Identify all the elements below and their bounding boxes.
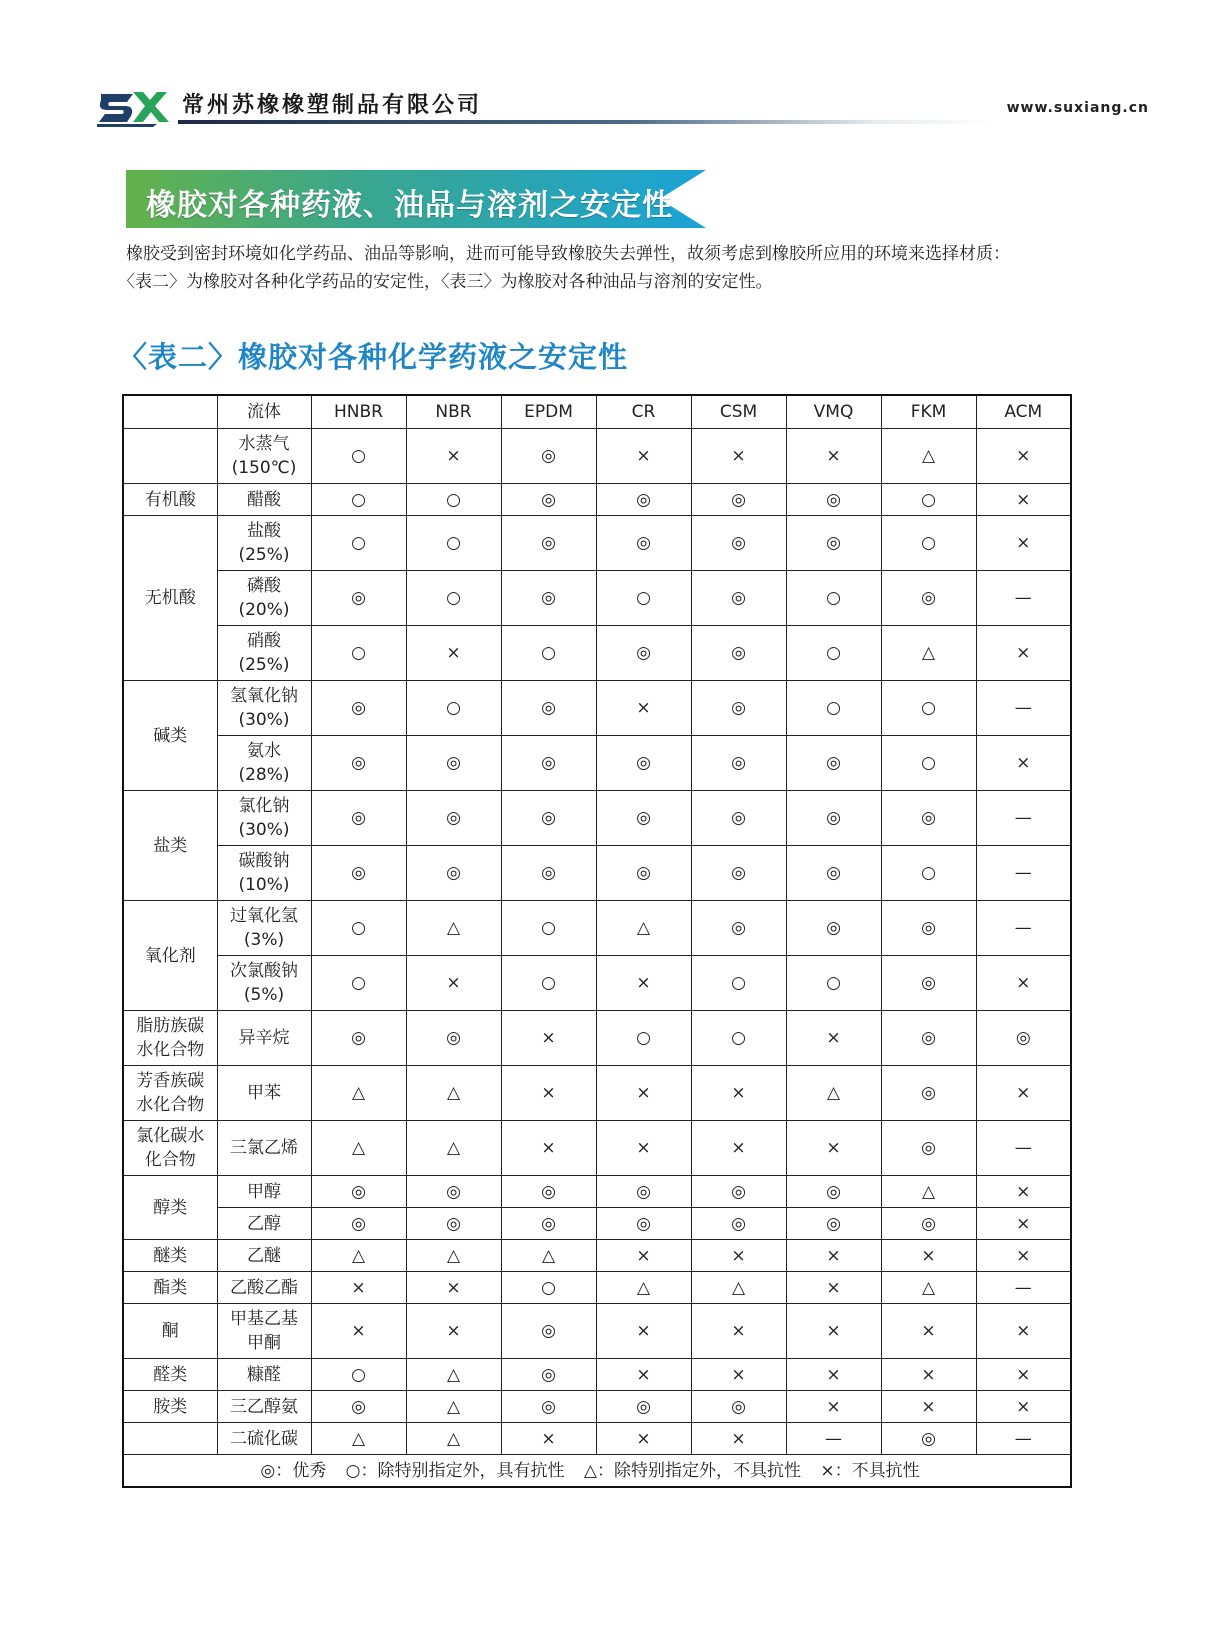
fluid-cell: 氢氧化钠 (30%)	[217, 681, 311, 736]
header-hnbr: HNBR	[311, 395, 406, 429]
rating-cell: ×	[596, 681, 691, 736]
rating-cell: ◎	[881, 571, 976, 626]
rating-cell: ×	[691, 1121, 786, 1176]
category-cell: 氧化剂	[123, 901, 217, 1011]
rating-cell: △	[501, 1240, 596, 1272]
rating-cell: ×	[786, 1391, 881, 1423]
rating-cell: △	[881, 1272, 976, 1304]
fluid-cell: 乙醇	[217, 1208, 311, 1240]
rating-cell: ○	[311, 1359, 406, 1391]
category-cell: 碱类	[123, 681, 217, 791]
rating-cell: ○	[786, 956, 881, 1011]
fluid-cell: 甲基乙基 甲酮	[217, 1304, 311, 1359]
category-cell: 氯化碳水 化合物	[123, 1121, 217, 1176]
rating-cell: △	[406, 901, 501, 956]
rating-cell: ×	[976, 1066, 1071, 1121]
rating-cell: ◎	[786, 791, 881, 846]
rating-cell: ×	[501, 1423, 596, 1455]
fluid-cell: 糠醛	[217, 1359, 311, 1391]
company-name: 常州苏橡橡塑制品有限公司	[182, 92, 483, 118]
table-row	[123, 956, 1071, 1011]
category-cell: 醛类	[123, 1359, 217, 1391]
table-row	[123, 516, 1071, 571]
rating-cell: ○	[501, 901, 596, 956]
table-row	[123, 1272, 1071, 1304]
rating-cell: ◎	[881, 791, 976, 846]
rating-cell: ◎	[311, 1208, 406, 1240]
rating-cell: ◎	[786, 1208, 881, 1240]
legend-excellent: ◎：优秀	[260, 1460, 327, 1481]
rating-cell: ×	[406, 1304, 501, 1359]
rating-cell: △	[786, 1066, 881, 1121]
rating-cell: ×	[786, 429, 881, 484]
fluid-cell: 二硫化碳	[217, 1423, 311, 1455]
website-url[interactable]: www.suxiang.cn	[1006, 100, 1149, 116]
rating-cell: ×	[976, 1240, 1071, 1272]
rating-cell: ◎	[691, 901, 786, 956]
rating-cell: ◎	[406, 1011, 501, 1066]
rating-cell: ◎	[881, 1208, 976, 1240]
table-row	[123, 484, 1071, 516]
rating-cell: ◎	[311, 571, 406, 626]
rating-cell: ○	[501, 956, 596, 1011]
rating-cell: ◎	[691, 791, 786, 846]
rating-cell: ×	[881, 1359, 976, 1391]
fluid-cell: 盐酸 (25%)	[217, 516, 311, 571]
chemical-stability-table	[122, 394, 1072, 1488]
fluid-cell: 三氯乙烯	[217, 1121, 311, 1176]
rating-cell: ◎	[596, 1176, 691, 1208]
rating-cell: ◎	[786, 846, 881, 901]
rating-cell: ×	[311, 1304, 406, 1359]
rating-cell: ◎	[501, 1176, 596, 1208]
table-row	[123, 1208, 1071, 1240]
legend-row	[123, 1455, 1071, 1488]
fluid-cell: 氨水 (28%)	[217, 736, 311, 791]
rating-cell: ×	[311, 1272, 406, 1304]
rating-cell: △	[881, 626, 976, 681]
rating-cell: △	[691, 1272, 786, 1304]
fluid-cell: 三乙醇氨	[217, 1391, 311, 1423]
rating-cell: ×	[881, 1391, 976, 1423]
rating-cell: ×	[596, 1240, 691, 1272]
table-row	[123, 846, 1071, 901]
rating-cell: ◎	[501, 1391, 596, 1423]
rating-cell: ×	[976, 484, 1071, 516]
rating-cell: ◎	[501, 1359, 596, 1391]
rating-cell: △	[311, 1423, 406, 1455]
rating-cell: ◎	[691, 681, 786, 736]
rating-cell: ◎	[786, 901, 881, 956]
table-body	[123, 429, 1071, 1455]
fluid-cell: 过氧化氢 (3%)	[217, 901, 311, 956]
table-header	[123, 395, 1071, 429]
rating-cell: ○	[311, 516, 406, 571]
rating-cell: —	[976, 681, 1071, 736]
header-row	[123, 395, 1071, 429]
rating-cell: ○	[406, 571, 501, 626]
intro-text	[118, 240, 1078, 296]
rating-cell: ◎	[311, 681, 406, 736]
rating-cell: ◎	[976, 1011, 1071, 1066]
rating-cell: ×	[976, 736, 1071, 791]
rating-cell: ×	[881, 1304, 976, 1359]
rating-cell: ○	[311, 626, 406, 681]
rating-cell: ×	[976, 1304, 1071, 1359]
category-cell: 芳香族碳 水化合物	[123, 1066, 217, 1121]
rating-cell: △	[596, 1272, 691, 1304]
rating-cell: ○	[881, 736, 976, 791]
rating-cell: ○	[501, 1272, 596, 1304]
rating-cell: ×	[406, 429, 501, 484]
table-row	[123, 791, 1071, 846]
category-cell	[123, 429, 217, 484]
rating-cell: ×	[596, 1423, 691, 1455]
rating-cell: ◎	[596, 846, 691, 901]
rating-cell: ◎	[691, 846, 786, 901]
table-row	[123, 1121, 1071, 1176]
rating-cell: ×	[786, 1359, 881, 1391]
rating-cell: ◎	[691, 571, 786, 626]
fluid-cell: 甲苯	[217, 1066, 311, 1121]
rating-cell: ◎	[881, 1011, 976, 1066]
rating-cell: ◎	[691, 1176, 786, 1208]
rating-cell: ○	[786, 681, 881, 736]
rating-cell: ○	[786, 626, 881, 681]
rating-cell: ×	[786, 1240, 881, 1272]
table-row	[123, 1066, 1071, 1121]
rating-cell: ○	[596, 571, 691, 626]
rating-cell: △	[406, 1359, 501, 1391]
table-row	[123, 1359, 1071, 1391]
rating-cell: ×	[691, 429, 786, 484]
rating-cell: ◎	[501, 1208, 596, 1240]
category-cell: 酮	[123, 1304, 217, 1359]
rating-cell: ×	[501, 1121, 596, 1176]
table-row	[123, 1011, 1071, 1066]
rating-cell: ×	[406, 1272, 501, 1304]
rating-cell: ◎	[501, 791, 596, 846]
table-row	[123, 1423, 1071, 1455]
rating-cell: ×	[976, 1208, 1071, 1240]
table-row	[123, 1391, 1071, 1423]
rating-cell: ×	[596, 1304, 691, 1359]
rating-cell: ○	[311, 901, 406, 956]
rating-cell: —	[976, 1121, 1071, 1176]
rating-cell: ◎	[501, 1304, 596, 1359]
category-cell: 酯类	[123, 1272, 217, 1304]
rating-cell: ◎	[501, 736, 596, 791]
rating-cell: ○	[311, 429, 406, 484]
rating-cell: ◎	[596, 484, 691, 516]
rating-cell: —	[976, 901, 1071, 956]
table-row	[123, 736, 1071, 791]
rating-cell: △	[406, 1066, 501, 1121]
rating-cell: ×	[596, 1121, 691, 1176]
header-nbr: NBR	[406, 395, 501, 429]
rating-cell: ◎	[596, 736, 691, 791]
header-fluid: 流体	[217, 395, 311, 429]
rating-cell: ◎	[881, 901, 976, 956]
rating-cell: ◎	[881, 1423, 976, 1455]
rating-cell: ○	[596, 1011, 691, 1066]
rating-cell: ◎	[501, 571, 596, 626]
fluid-cell: 水蒸气 (150℃)	[217, 429, 311, 484]
rating-cell: △	[406, 1423, 501, 1455]
rating-cell: ×	[786, 1304, 881, 1359]
rating-cell: ◎	[596, 791, 691, 846]
rating-cell: ×	[976, 429, 1071, 484]
rating-cell: ◎	[501, 484, 596, 516]
table-row	[123, 1240, 1071, 1272]
rating-cell: ○	[501, 626, 596, 681]
rating-cell: ◎	[501, 846, 596, 901]
header-csm: CSM	[691, 395, 786, 429]
rating-cell: —	[786, 1423, 881, 1455]
rating-cell: ◎	[406, 1208, 501, 1240]
rating-cell: ◎	[311, 736, 406, 791]
rating-cell: ◎	[881, 1121, 976, 1176]
rating-cell: △	[881, 429, 976, 484]
fluid-cell: 乙醚	[217, 1240, 311, 1272]
rating-cell: ◎	[691, 1391, 786, 1423]
rating-cell: ×	[786, 1011, 881, 1066]
legend-not-resistant: ×：不具抗性	[820, 1460, 920, 1481]
rating-cell: —	[976, 846, 1071, 901]
rating-cell: ×	[976, 1391, 1071, 1423]
rating-cell: ×	[976, 956, 1071, 1011]
rating-cell: ◎	[406, 1176, 501, 1208]
header-vmq: VMQ	[786, 395, 881, 429]
fluid-cell: 磷酸 (20%)	[217, 571, 311, 626]
rating-cell: △	[596, 901, 691, 956]
rating-cell: ○	[691, 1011, 786, 1066]
rating-cell: ◎	[311, 1011, 406, 1066]
rating-cell: ◎	[786, 484, 881, 516]
category-cell: 无机酸	[123, 516, 217, 681]
table-row	[123, 901, 1071, 956]
rating-cell: ◎	[691, 736, 786, 791]
rating-cell: ×	[501, 1011, 596, 1066]
rating-cell: ×	[881, 1240, 976, 1272]
rating-cell: ×	[976, 1176, 1071, 1208]
rating-cell: —	[976, 791, 1071, 846]
rating-cell: △	[311, 1121, 406, 1176]
fluid-cell: 异辛烷	[217, 1011, 311, 1066]
category-cell: 醇类	[123, 1176, 217, 1240]
rating-cell: ◎	[406, 791, 501, 846]
rating-cell: △	[311, 1066, 406, 1121]
rating-cell: ◎	[406, 736, 501, 791]
company-logo	[97, 86, 169, 128]
rating-cell: ◎	[691, 484, 786, 516]
category-cell: 脂肪族碳 水化合物	[123, 1011, 217, 1066]
rating-cell: ◎	[501, 429, 596, 484]
rating-cell: ×	[691, 1066, 786, 1121]
rating-cell: ◎	[786, 516, 881, 571]
rating-cell: ◎	[691, 1208, 786, 1240]
rating-cell: ○	[406, 484, 501, 516]
fluid-cell: 乙酸乙酯	[217, 1272, 311, 1304]
rating-cell: ×	[691, 1304, 786, 1359]
table-footer	[123, 1455, 1071, 1488]
header-rule	[178, 120, 998, 124]
table-title: 〈表二〉橡胶对各种化学药液之安定性	[118, 340, 629, 374]
category-cell	[123, 1423, 217, 1455]
category-cell: 有机酸	[123, 484, 217, 516]
fluid-cell: 甲醇	[217, 1176, 311, 1208]
header-category	[123, 395, 217, 429]
fluid-cell: 碳酸钠 (10%)	[217, 846, 311, 901]
rating-cell: ×	[406, 956, 501, 1011]
rating-cell: ◎	[596, 516, 691, 571]
rating-cell: ◎	[596, 1391, 691, 1423]
rating-cell: ◎	[786, 736, 881, 791]
legend	[123, 1455, 1071, 1488]
intro-line-1: 橡胶受到密封环境如化学药品、油品等影响，进而可能导致橡胶失去弹性，故须考虑到橡胶所应用的环境来选择材质：	[126, 244, 1010, 264]
rating-cell: ◎	[501, 681, 596, 736]
rating-cell: ×	[501, 1066, 596, 1121]
rating-cell: —	[976, 1423, 1071, 1455]
fluid-cell: 醋酸	[217, 484, 311, 516]
rating-cell: ○	[311, 484, 406, 516]
rating-cell: ○	[881, 681, 976, 736]
table-row	[123, 429, 1071, 484]
rating-cell: ×	[786, 1121, 881, 1176]
rating-cell: ◎	[406, 846, 501, 901]
table-row	[123, 1176, 1071, 1208]
rating-cell: △	[881, 1176, 976, 1208]
rating-cell: ×	[691, 1240, 786, 1272]
header-acm: ACM	[976, 395, 1071, 429]
rating-cell: ◎	[596, 626, 691, 681]
legend-not-resistant-unless: △：除特别指定外，不具抗性	[583, 1460, 801, 1481]
rating-cell: ◎	[311, 1176, 406, 1208]
intro-line-2: 〈表二〉为橡胶对各种化学药品的安定性，〈表三〉为橡胶对各种油品与溶剂的安定性。	[118, 272, 773, 292]
rating-cell: ◎	[501, 516, 596, 571]
rating-cell: ×	[691, 1423, 786, 1455]
rating-cell: ○	[881, 846, 976, 901]
rating-cell: △	[311, 1240, 406, 1272]
rating-cell: —	[976, 571, 1071, 626]
header-cr: CR	[596, 395, 691, 429]
category-cell: 醚类	[123, 1240, 217, 1272]
table-row	[123, 681, 1071, 736]
fluid-cell: 氯化钠 (30%)	[217, 791, 311, 846]
rating-cell: ○	[881, 484, 976, 516]
fluid-cell: 硝酸 (25%)	[217, 626, 311, 681]
rating-cell: ○	[691, 956, 786, 1011]
rating-cell: ×	[976, 626, 1071, 681]
category-cell: 胺类	[123, 1391, 217, 1423]
rating-cell: ×	[406, 626, 501, 681]
rating-cell: ×	[976, 1359, 1071, 1391]
rating-cell: ◎	[311, 846, 406, 901]
rating-cell: ○	[406, 516, 501, 571]
rating-cell: —	[976, 1272, 1071, 1304]
rating-cell: ×	[786, 1272, 881, 1304]
rating-cell: ◎	[311, 791, 406, 846]
banner-title: 橡胶对各种药液、油品与溶剂之安定性	[146, 188, 673, 223]
rating-cell: ○	[406, 681, 501, 736]
rating-cell: ×	[596, 1359, 691, 1391]
rating-cell: ×	[596, 956, 691, 1011]
rating-cell: △	[406, 1391, 501, 1423]
rating-cell: ×	[596, 429, 691, 484]
rating-cell: ○	[786, 571, 881, 626]
rating-cell: ◎	[691, 626, 786, 681]
rating-cell: ×	[976, 516, 1071, 571]
rating-cell: ◎	[691, 516, 786, 571]
rating-cell: △	[406, 1121, 501, 1176]
rating-cell: ○	[881, 516, 976, 571]
rating-cell: ◎	[881, 956, 976, 1011]
rating-cell: ×	[596, 1066, 691, 1121]
rating-cell: ◎	[596, 1208, 691, 1240]
rating-cell: ◎	[881, 1066, 976, 1121]
rating-cell: ×	[691, 1359, 786, 1391]
header-epdm: EPDM	[501, 395, 596, 429]
fluid-cell: 次氯酸钠 (5%)	[217, 956, 311, 1011]
rating-cell: ◎	[311, 1391, 406, 1423]
header-fkm: FKM	[881, 395, 976, 429]
legend-resistant: ○：除特别指定外，具有抗性	[345, 1460, 565, 1481]
rating-cell: ◎	[786, 1176, 881, 1208]
rating-cell: △	[406, 1240, 501, 1272]
table-row	[123, 626, 1071, 681]
rating-cell: ○	[311, 956, 406, 1011]
table-row	[123, 1304, 1071, 1359]
table-row	[123, 571, 1071, 626]
category-cell: 盐类	[123, 791, 217, 901]
